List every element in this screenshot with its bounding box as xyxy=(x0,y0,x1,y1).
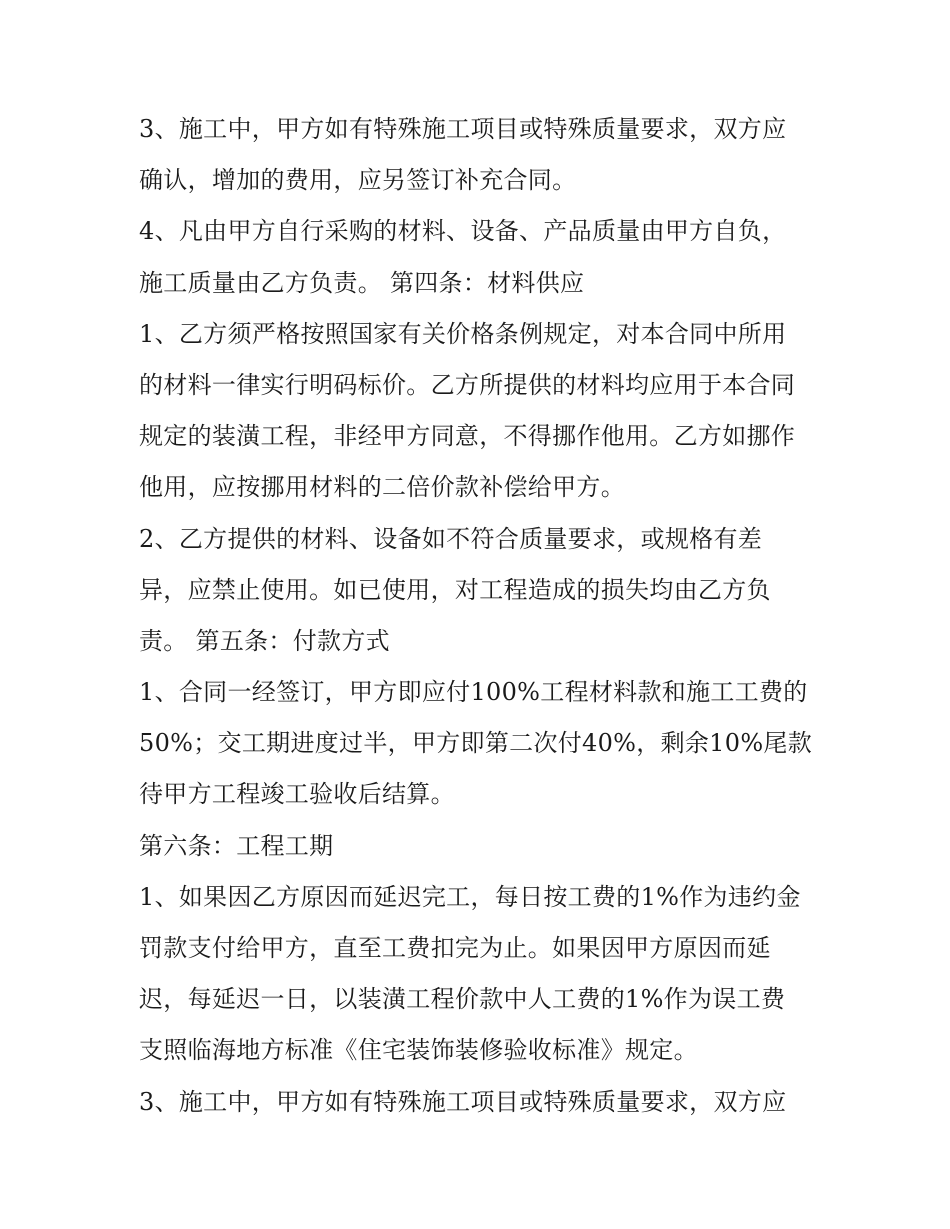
text-line-4: 施工质量由乙方负责。 第四条：材料供应 xyxy=(139,268,585,297)
text-line-7: 规定的装潢工程，非经甲方同意，不得挪作他用。乙方如挪作 xyxy=(139,422,796,451)
text-line-2: 确认，增加的费用，应另签订补充合同。 xyxy=(139,166,577,195)
text-line-3: 4、凡由甲方自行采购的材料、设备、产品质量由甲方自负， xyxy=(139,217,787,246)
text-line-19: 支照临海地方标准《住宅装饰装修验收标准》规定。 xyxy=(139,1036,698,1065)
text-line-13: 50%；交工期进度过半，甲方即第二次付40%，剩余10%尾款 xyxy=(139,729,813,758)
text-line-18: 迟，每延迟一日，以装潢工程价款中人工费的1%作为误工费 xyxy=(139,985,786,1014)
text-line-11: 责。 第五条：付款方式 xyxy=(139,626,390,655)
text-line-17: 罚款支付给甲方，直至工费扣完为止。如果因甲方原因而延 xyxy=(139,934,771,962)
text-line-9: 2、乙方提供的材料、设备如不符合质量要求，或规格有差 xyxy=(139,524,763,553)
text-line-12: 1、合同一经签订，甲方即应付100%工程材料款和施工工费的 xyxy=(139,678,808,707)
text-line-1: 3、施工中，甲方如有特殊施工项目或特殊质量要求，双方应 xyxy=(139,115,787,143)
text-line-10: 异，应禁止使用。如已使用，对工程造成的损失均由乙方负 xyxy=(139,575,771,604)
text-line-15: 第六条：工程工期 xyxy=(139,831,334,860)
text-line-16: 1、如果因乙方原因而延迟完工，每日按工费的1%作为违约金 xyxy=(139,882,801,911)
text-line-8: 他用，应按挪用材料的二倍价款补偿给甲方。 xyxy=(139,473,625,502)
text-line-5: 1、乙方须严格按照国家有关价格条例规定，对本合同中所用 xyxy=(139,319,787,348)
text-line-20: 3、施工中，甲方如有特殊施工项目或特殊质量要求，双方应 xyxy=(139,1087,787,1116)
text-line-14: 待甲方工程竣工验收后结算。 xyxy=(139,780,455,809)
document-body xyxy=(139,104,819,1128)
text-line-6: 的材料一律实行明码标价。乙方所提供的材料均应用于本合同 xyxy=(139,370,796,399)
